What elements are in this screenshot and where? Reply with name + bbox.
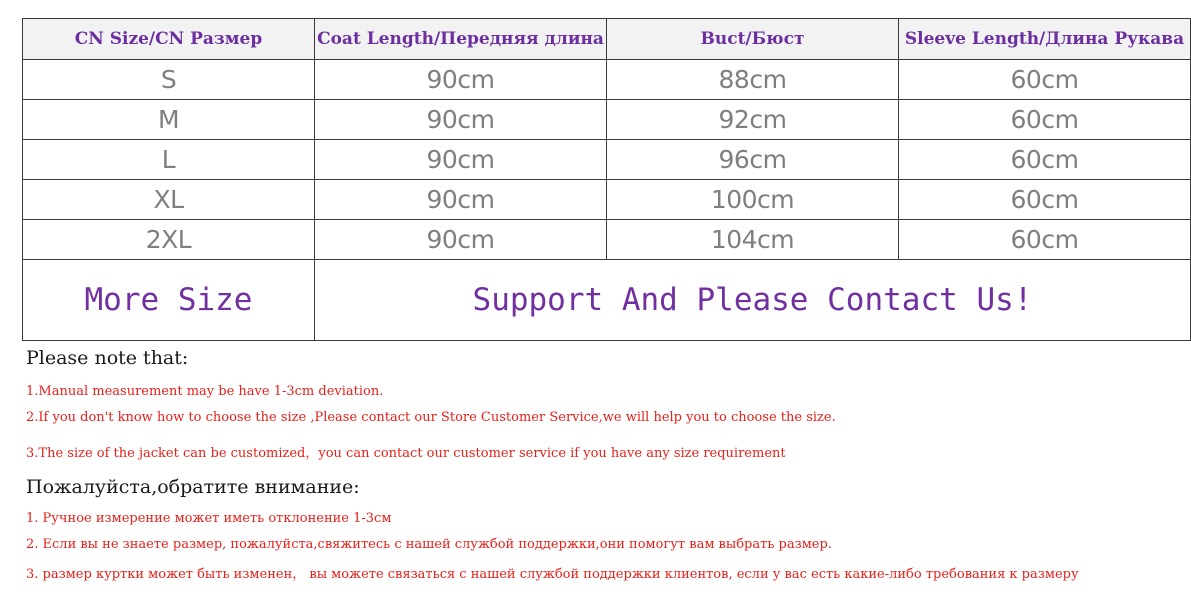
note-ru-line-2: 2. Если вы не знаете размер, пожалуйста,свяжитесь с нашей службой поддержки,они помогут вам выбрать размер. [26,537,832,552]
more-size-label: More Size [23,260,315,341]
sleeve-length-cell: 60cm [899,100,1191,140]
coat-length-cell: 90cm [315,140,607,180]
header-sleeve-length: Sleeve Length/Длина Рукава [899,19,1191,60]
table-row [23,180,1191,220]
sleeve-length-cell: 60cm [899,60,1191,100]
note-en-line-3: 3.The size of the jacket can be customized，you can contact our customer service if you have any size requirement [26,446,786,461]
header-cn-size: CN Size/CN Размер [23,19,315,60]
note-en-line-1: 1.Manual measurement may be have 1-3cm deviation. [26,384,384,399]
bust-cell: 92cm [607,100,899,140]
more-size-row [23,260,1191,341]
sleeve-length-cell: 60cm [899,140,1191,180]
table-row [23,60,1191,100]
bust-cell: 96cm [607,140,899,180]
table-row [23,100,1191,140]
coat-length-cell: 90cm [315,180,607,220]
notes-en-heading: Please note that: [26,347,189,369]
table-row [23,140,1191,180]
coat-length-cell: 90cm [315,60,607,100]
size-cell: L [23,140,315,180]
table-header-row [23,19,1191,60]
size-cell: M [23,100,315,140]
note-ru-line-1: 1. Ручное измерение может иметь отклонение 1-3см [26,511,392,526]
size-chart-table [22,18,1191,341]
bust-cell: 100cm [607,180,899,220]
sleeve-length-cell: 60cm [899,220,1191,260]
size-cell: 2XL [23,220,315,260]
header-coat-length: Coat Length/Передняя длина [315,19,607,60]
more-size-contact-text: Support And Please Contact Us! [315,260,1191,341]
size-cell: XL [23,180,315,220]
header-bust: Buct/Бюст [607,19,899,60]
note-en-line-2: 2.If you don't know how to choose the size ,Please contact our Store Customer Service,we will help you to choose the size. [26,410,836,425]
table-row [23,220,1191,260]
size-cell: S [23,60,315,100]
notes-ru-heading: Пожалуйста,обратите внимание: [26,476,360,498]
bust-cell: 104cm [607,220,899,260]
coat-length-cell: 90cm [315,100,607,140]
note-ru-line-3: 3. размер куртки может быть изменен， вы можете связаться с нашей службой поддержки клиентов, если у вас есть какие-либо требования к размеру [26,567,1079,582]
sleeve-length-cell: 60cm [899,180,1191,220]
bust-cell: 88cm [607,60,899,100]
coat-length-cell: 90cm [315,220,607,260]
